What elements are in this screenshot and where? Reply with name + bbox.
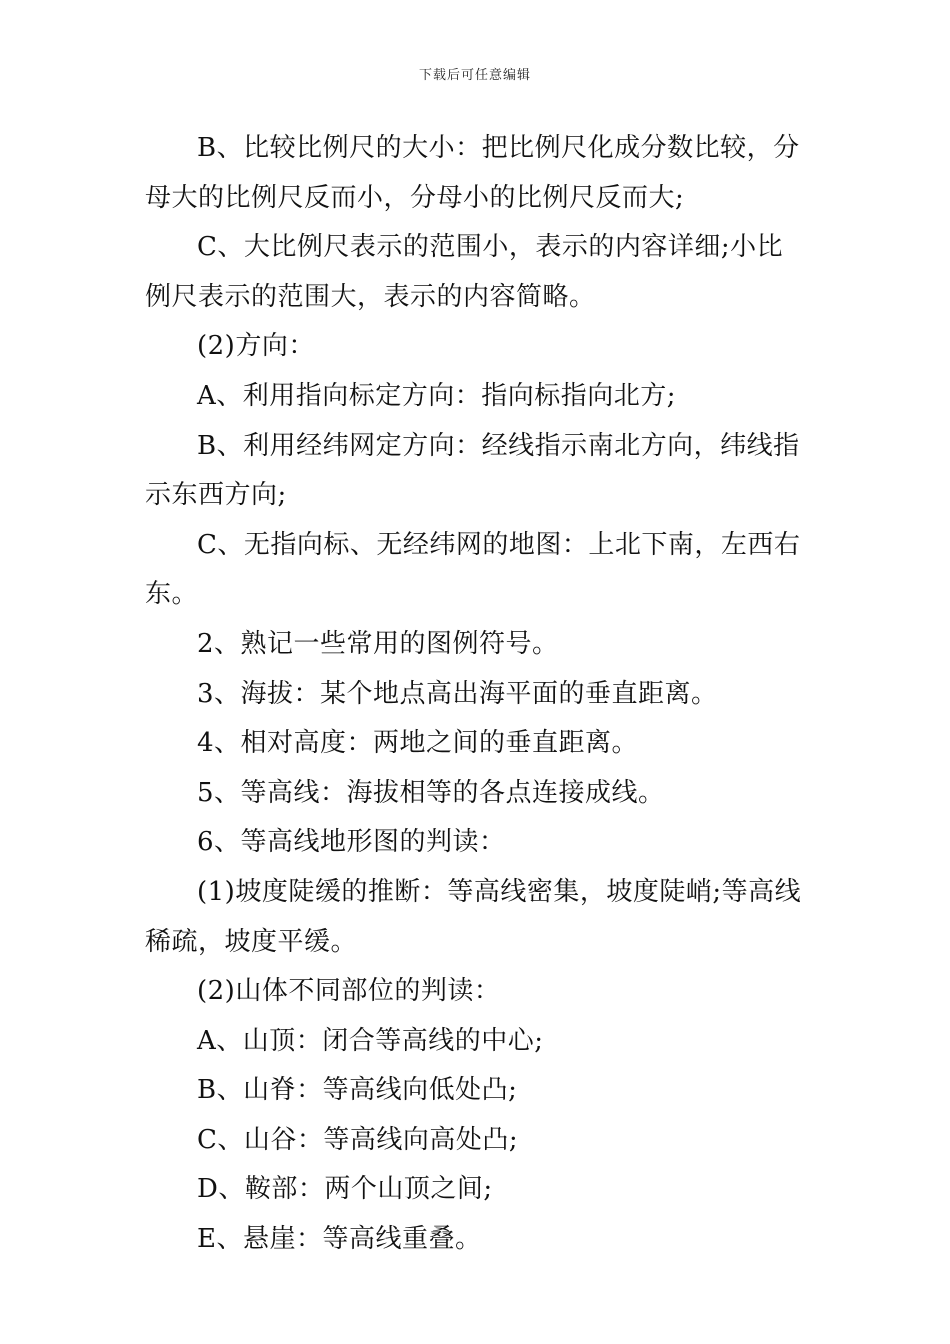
- paragraph: (2)方向：: [197, 331, 315, 362]
- paragraph: A、山顶：闭合等高线的中心;: [197, 1025, 544, 1056]
- paragraph: 3、海拔：某个地点高出海平面的垂直距离。: [197, 678, 718, 709]
- paragraph: B、山脊：等高线向低处凸;: [197, 1075, 518, 1106]
- paragraph: (1)坡度陡缓的推断：等高线密集，坡度陡峭;等高线稀疏，坡度平缓。: [145, 876, 802, 957]
- paragraph: C、大比例尺表示的范围小，表示的内容详细;小比例尺表示的范围大，表示的内容简略。: [145, 232, 784, 312]
- paragraph: 5、等高线：海拔相等的各点连接成线。: [197, 777, 665, 808]
- paragraph: E、悬崖：等高线重叠。: [197, 1224, 482, 1255]
- paragraph: 2、熟记一些常用的图例符号。: [197, 628, 559, 659]
- document-body: [145, 124, 809, 1265]
- paragraph: C、无指向标、无经纬网的地图：上北下南，左西右东。: [145, 529, 801, 610]
- paragraph: C、山谷：等高线向高处凸;: [197, 1124, 519, 1155]
- paragraph: 4、相对高度：两地之间的垂直距离。: [197, 728, 639, 759]
- paragraph: B、比较比例尺的大小：把比例尺化成分数比较，分母大的比例尺反而小，分母小的比例尺反而大;: [145, 133, 800, 213]
- page-header: 下载后可任意编辑: [418, 68, 531, 83]
- paragraph: 6、等高线地形图的判读：: [197, 827, 506, 858]
- paragraph: (2)山体不同部位的判读：: [197, 976, 501, 1007]
- paragraph: A、利用指向标定方向：指向标指向北方;: [197, 380, 677, 411]
- paragraph: B、利用经纬网定方向：经线指示南北方向，纬线指示东西方向;: [145, 430, 800, 511]
- paragraph: D、鞍部：两个山顶之间;: [197, 1174, 493, 1205]
